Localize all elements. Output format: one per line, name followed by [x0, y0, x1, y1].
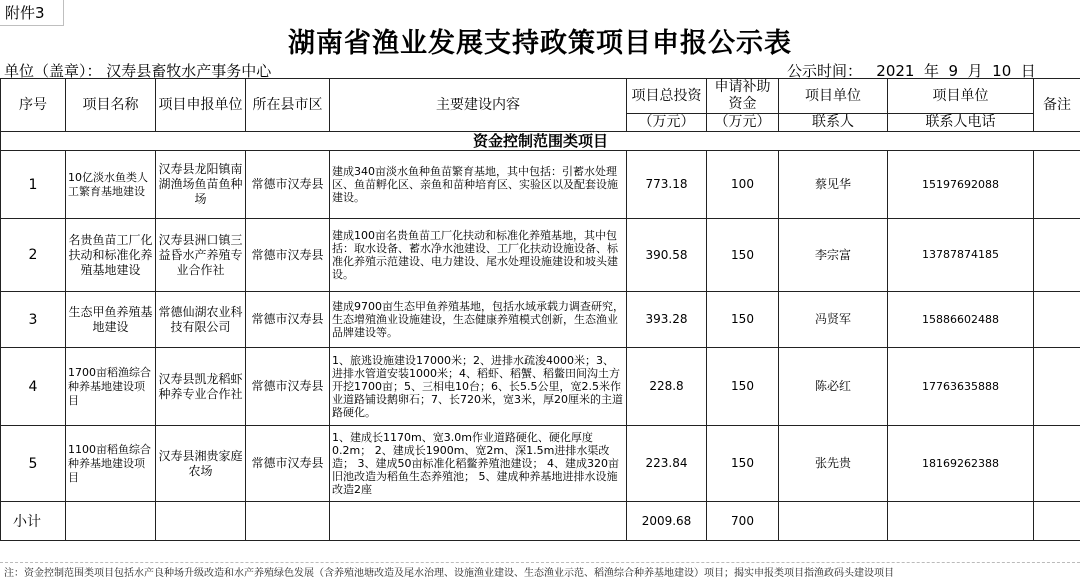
- empty-cell: [779, 502, 888, 541]
- row-phone: 18169262388: [888, 426, 1034, 502]
- date-line: 公示时间： 2021 年 9 月 10 日: [787, 62, 1036, 80]
- row-name: 名贵鱼苗工厂化扶动和标准化养殖基地建设: [66, 219, 156, 292]
- row-seq: 3: [1, 292, 66, 348]
- row-remark: [1034, 151, 1080, 219]
- table-row: [1, 219, 1080, 292]
- row-location: 常德市汉寿县: [246, 348, 330, 426]
- empty-cell: [330, 502, 627, 541]
- project-table: [0, 78, 1080, 541]
- table-row: [1, 151, 1080, 219]
- row-applicant: 汉寿县洲口镇三益昏水产养殖专业合作社: [156, 219, 246, 292]
- section-title: 资金控制范围类项目: [1, 132, 1080, 151]
- header-phone: 联系人电话: [888, 114, 1034, 132]
- header-unit-2: 项目单位: [888, 79, 1034, 114]
- table-row: [1, 292, 1080, 348]
- empty-cell: [1034, 502, 1080, 541]
- row-total: 390.58: [627, 219, 707, 292]
- row-content: 建成100亩名贵鱼苗工厂化扶动和标准化养殖基地，其中包括：取水设备、蓄水净水池建设、工厂化扶动设施设备、标准化养殖示范建设、电力建设、尾水处理设施建设和坡头建设。: [330, 219, 627, 292]
- empty-cell: [66, 502, 156, 541]
- row-contact: 蔡见华: [779, 151, 888, 219]
- header-contact: 联系人: [779, 114, 888, 132]
- row-name: 生态甲鱼养殖基地建设: [66, 292, 156, 348]
- header-remark: 备注: [1034, 79, 1080, 132]
- header-location: 所在县市区: [246, 79, 330, 132]
- row-content: 建成9700亩生态甲鱼养殖基地，包括水域承载力调查研究，生态增殖渔业设施建设，生态健康养殖模式创新，生态渔业品牌建设等。: [330, 292, 627, 348]
- row-applicant: 汉寿县湘贵家庭农场: [156, 426, 246, 502]
- row-location: 常德市汉寿县: [246, 292, 330, 348]
- section-row: [1, 132, 1080, 151]
- row-contact: 张先贵: [779, 426, 888, 502]
- divider: [0, 562, 1080, 563]
- row-name: 1100亩稻鱼综合种养基地建设项目: [66, 426, 156, 502]
- table-row: [1, 348, 1080, 426]
- row-subsidy: 150: [707, 219, 779, 292]
- row-total: 228.8: [627, 348, 707, 426]
- empty-cell: [888, 502, 1034, 541]
- header-total-unit: （万元）: [627, 114, 707, 132]
- row-contact: 冯贤军: [779, 292, 888, 348]
- row-subsidy: 150: [707, 426, 779, 502]
- row-contact: 陈必红: [779, 348, 888, 426]
- row-phone: 15197692088: [888, 151, 1034, 219]
- row-subsidy: 150: [707, 348, 779, 426]
- row-applicant: 汉寿县凯龙稻虾种养专业合作社: [156, 348, 246, 426]
- row-phone: 15886602488: [888, 292, 1034, 348]
- empty-cell: [156, 502, 246, 541]
- table-row: [1, 426, 1080, 502]
- header-subsidy-unit: （万元）: [707, 114, 779, 132]
- row-content: 1、旅逃设施建设17000米；2、进排水疏浚4000米；3、进排水管道安装1000米；4、稻虾、稻蟹、稻鳖田间沟土方开挖1700亩；5、三相电10台；6、长5.5公里，宽2.5米作业道路铺设鹅卵石；7、长720米，宽3米，厚20厘米的主道路硬化。: [330, 348, 627, 426]
- row-name: 1700亩稻渔综合种养基地建设项目: [66, 348, 156, 426]
- row-location: 常德市汉寿县: [246, 426, 330, 502]
- subtotal-row: [1, 502, 1080, 541]
- row-remark: [1034, 292, 1080, 348]
- unit-line: 单位（盖章）： 汉寿县畜牧水产事务中心: [4, 62, 272, 80]
- empty-cell: [246, 502, 330, 541]
- header-subsidy: 申请补助资金: [707, 79, 779, 114]
- row-total: 773.18: [627, 151, 707, 219]
- page-title: 湖南省渔业发展支持政策项目申报公示表: [288, 28, 792, 59]
- row-applicant: 常德仙湖农业科技有限公司: [156, 292, 246, 348]
- header-row-1: [1, 79, 1080, 114]
- row-applicant: 汉寿县龙阳镇南湖渔场鱼苗鱼种场: [156, 151, 246, 219]
- row-seq: 4: [1, 348, 66, 426]
- footnote: 注：资金控制范围类项目包括水产良种场升级改造和水产养殖绿色发展（含养殖池塘改造及尾水治理、设施渔业建设、生态渔业示范、稻渔综合种养基地建设）项目；揭实申报类项目指渔政码头建设项目: [4, 568, 894, 579]
- row-remark: [1034, 426, 1080, 502]
- row-subsidy: 150: [707, 292, 779, 348]
- row-contact: 李宗富: [779, 219, 888, 292]
- row-phone: 17763635888: [888, 348, 1034, 426]
- subtotal-subsidy: 700: [707, 502, 779, 541]
- header-name: 项目名称: [66, 79, 156, 132]
- header-total: 项目总投资: [627, 79, 707, 114]
- row-phone: 13787874185: [888, 219, 1034, 292]
- header-seq: 序号: [1, 79, 66, 132]
- row-subsidy: 100: [707, 151, 779, 219]
- row-name: 10亿淡水鱼类人工繁育基地建设: [66, 151, 156, 219]
- subtotal-total: 2009.68: [627, 502, 707, 541]
- row-remark: [1034, 219, 1080, 292]
- row-seq: 2: [1, 219, 66, 292]
- row-remark: [1034, 348, 1080, 426]
- row-content: 1、建成长1170m、宽3.0m作业道路硬化、硬化厚度0.2m； 2、建成长1900m、宽2m、深1.5m进排水渠改造； 3、建成50亩标准化稻鳖养殖池建设； 4、建成320亩旧池改造为稻鱼生态养殖池； 5、建成种养基地进排水设施改造2座: [330, 426, 627, 502]
- row-total: 393.28: [627, 292, 707, 348]
- row-seq: 1: [1, 151, 66, 219]
- header-unit: 项目单位: [779, 79, 888, 114]
- row-total: 223.84: [627, 426, 707, 502]
- subtotal-label: 小计: [1, 502, 66, 541]
- row-seq: 5: [1, 426, 66, 502]
- row-location: 常德市汉寿县: [246, 219, 330, 292]
- row-content: 建成340亩淡水鱼种鱼苗繁育基地，其中包括：引蓄水处理区、鱼苗孵化区、亲鱼和苗种培育区、实验区以及配套设施建设。: [330, 151, 627, 219]
- attachment-label: 附件3: [0, 0, 64, 26]
- header-content: 主要建设内容: [330, 79, 627, 132]
- header-applicant: 项目申报单位: [156, 79, 246, 132]
- row-location: 常德市汉寿县: [246, 151, 330, 219]
